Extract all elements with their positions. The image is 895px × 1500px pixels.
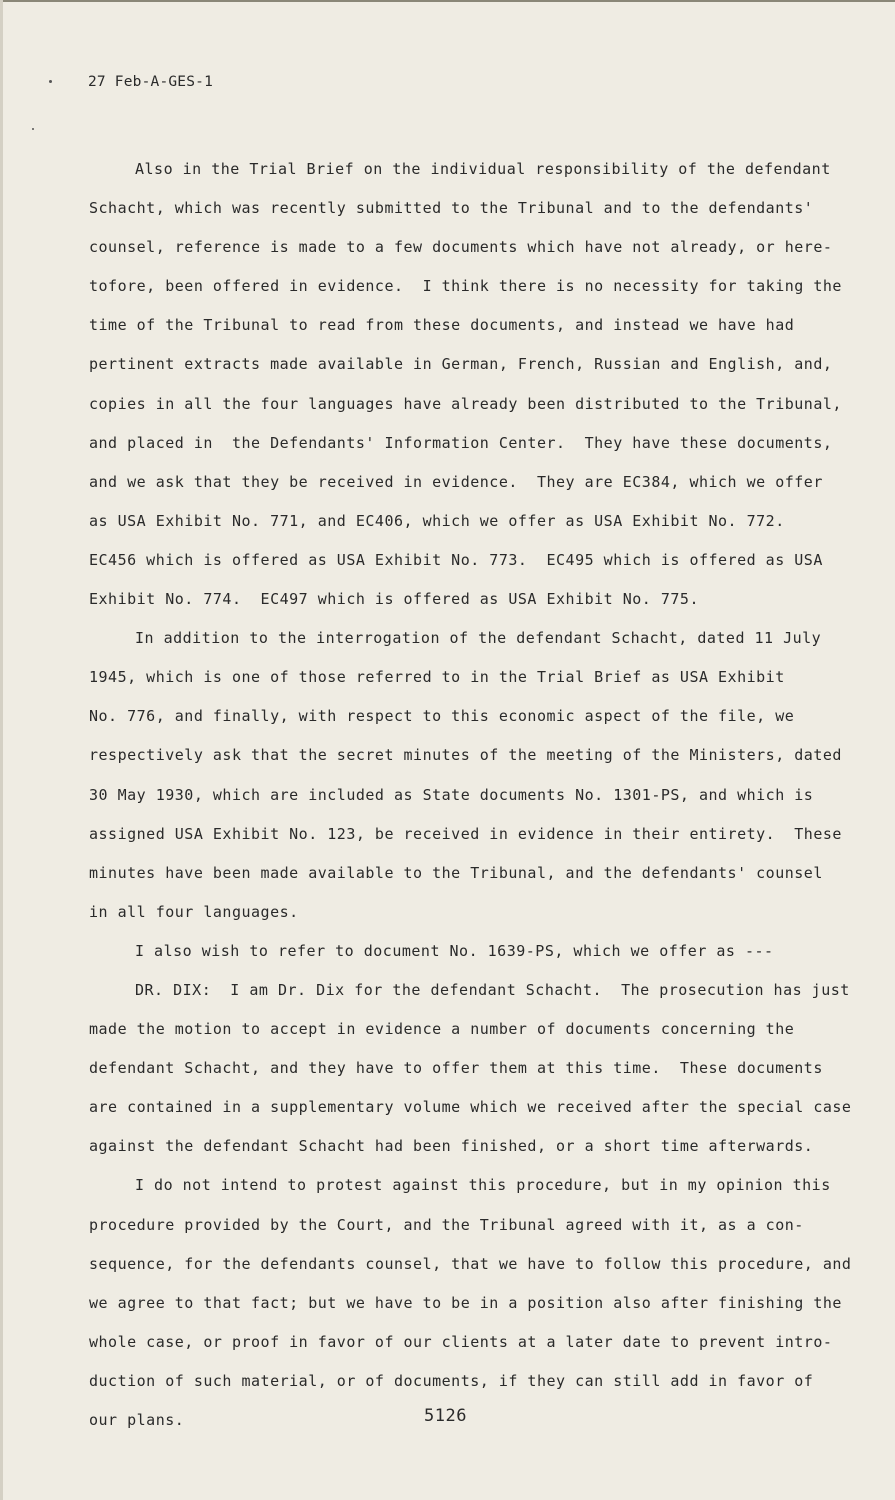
transcript-line: tofore, been offered in evidence. I think there is no necessity for taking the xyxy=(89,277,842,296)
transcript-line: in all four languages. xyxy=(89,902,299,921)
transcript-line: our plans. xyxy=(89,1411,185,1429)
transcript-line: as USA Exhibit No. 771, and EC406, which we offer as USA Exhibit No. 772. xyxy=(89,511,785,530)
transcript-line: defendant Schacht, and they have to offer them at this time. These documents xyxy=(89,1059,823,1078)
transcript-line: whole case, or proof in favor of our clients at a later date to prevent intro- xyxy=(89,1332,833,1351)
transcript-line: Also in the Trial Brief on the individual responsibility of the defendant xyxy=(135,160,831,178)
transcript-line: sequence, for the defendants counsel, that we have to follow this procedure, and xyxy=(89,1254,852,1273)
transcript-line: and placed in the Defendants' Information Center. They have these documents, xyxy=(89,433,833,452)
page-header: 27 Feb-A-GES-1 xyxy=(88,74,214,90)
transcript-line: assigned USA Exhibit No. 123, be received in evidence in their entirety. These xyxy=(89,824,842,843)
transcript-line: are contained in a supplementary volume which we received after the special case xyxy=(89,1098,852,1117)
margin-mark xyxy=(49,80,52,83)
transcript-line: made the motion to accept in evidence a number of documents concerning the xyxy=(89,1020,795,1039)
transcript-line: 30 May 1930, which are included as State documents No. 1301-PS, and which is xyxy=(89,785,814,804)
transcript-line: counsel, reference is made to a few documents which have not already, or here- xyxy=(89,238,833,257)
transcript-line: 1945, which is one of those referred to in the Trial Brief as USA Exhibit xyxy=(89,668,785,687)
transcript-line: we agree to that fact; but we have to be in a position also after finishing the xyxy=(89,1293,842,1312)
transcript-line: I also wish to refer to document No. 1639-PS, which we offer as --- xyxy=(135,941,774,960)
transcript-line: time of the Tribunal to read from these documents, and instead we have had xyxy=(89,316,795,335)
transcript-line: and we ask that they be received in evidence. They are EC384, which we offer xyxy=(89,472,823,491)
transcript-line: I do not intend to protest against this procedure, but in my opinion this xyxy=(135,1176,831,1195)
transcript-body xyxy=(89,150,889,1440)
transcript-line: No. 776, and finally, with respect to this economic aspect of the file, we xyxy=(89,707,795,726)
transcript-line: copies in all the four languages have already been distributed to the Tribunal, xyxy=(89,394,842,413)
transcript-line: duction of such material, or of documents, if they can still add in favor of xyxy=(89,1371,814,1390)
transcript-line: Schacht, which was recently submitted to the Tribunal and to the defendants' xyxy=(89,199,814,218)
transcript-line: minutes have been made available to the Tribunal, and the defendants' counsel xyxy=(89,863,823,882)
transcript-line: Exhibit No. 774. EC497 which is offered as USA Exhibit No. 775. xyxy=(89,590,699,609)
transcript-line: respectively ask that the secret minutes of the meeting of the Ministers, dated xyxy=(89,746,842,765)
transcript-line: procedure provided by the Court, and the Tribunal agreed with it, as a con- xyxy=(89,1215,804,1234)
page-number: 5126 xyxy=(424,1406,467,1426)
transcript-line: DR. DIX: I am Dr. Dix for the defendant Schacht. The prosecution has just xyxy=(135,980,850,999)
margin-mark xyxy=(32,128,34,130)
transcript-line: EC456 which is offered as USA Exhibit No. 773. EC495 which is offered as USA xyxy=(89,550,823,569)
page-left-edge xyxy=(0,0,3,1500)
page-top-edge xyxy=(0,0,895,2)
transcript-line: against the defendant Schacht had been finished, or a short time afterwards. xyxy=(89,1137,814,1156)
transcript-line: In addition to the interrogation of the defendant Schacht, dated 11 July xyxy=(135,629,822,648)
transcript-line: pertinent extracts made available in German, French, Russian and English, and, xyxy=(89,355,833,374)
